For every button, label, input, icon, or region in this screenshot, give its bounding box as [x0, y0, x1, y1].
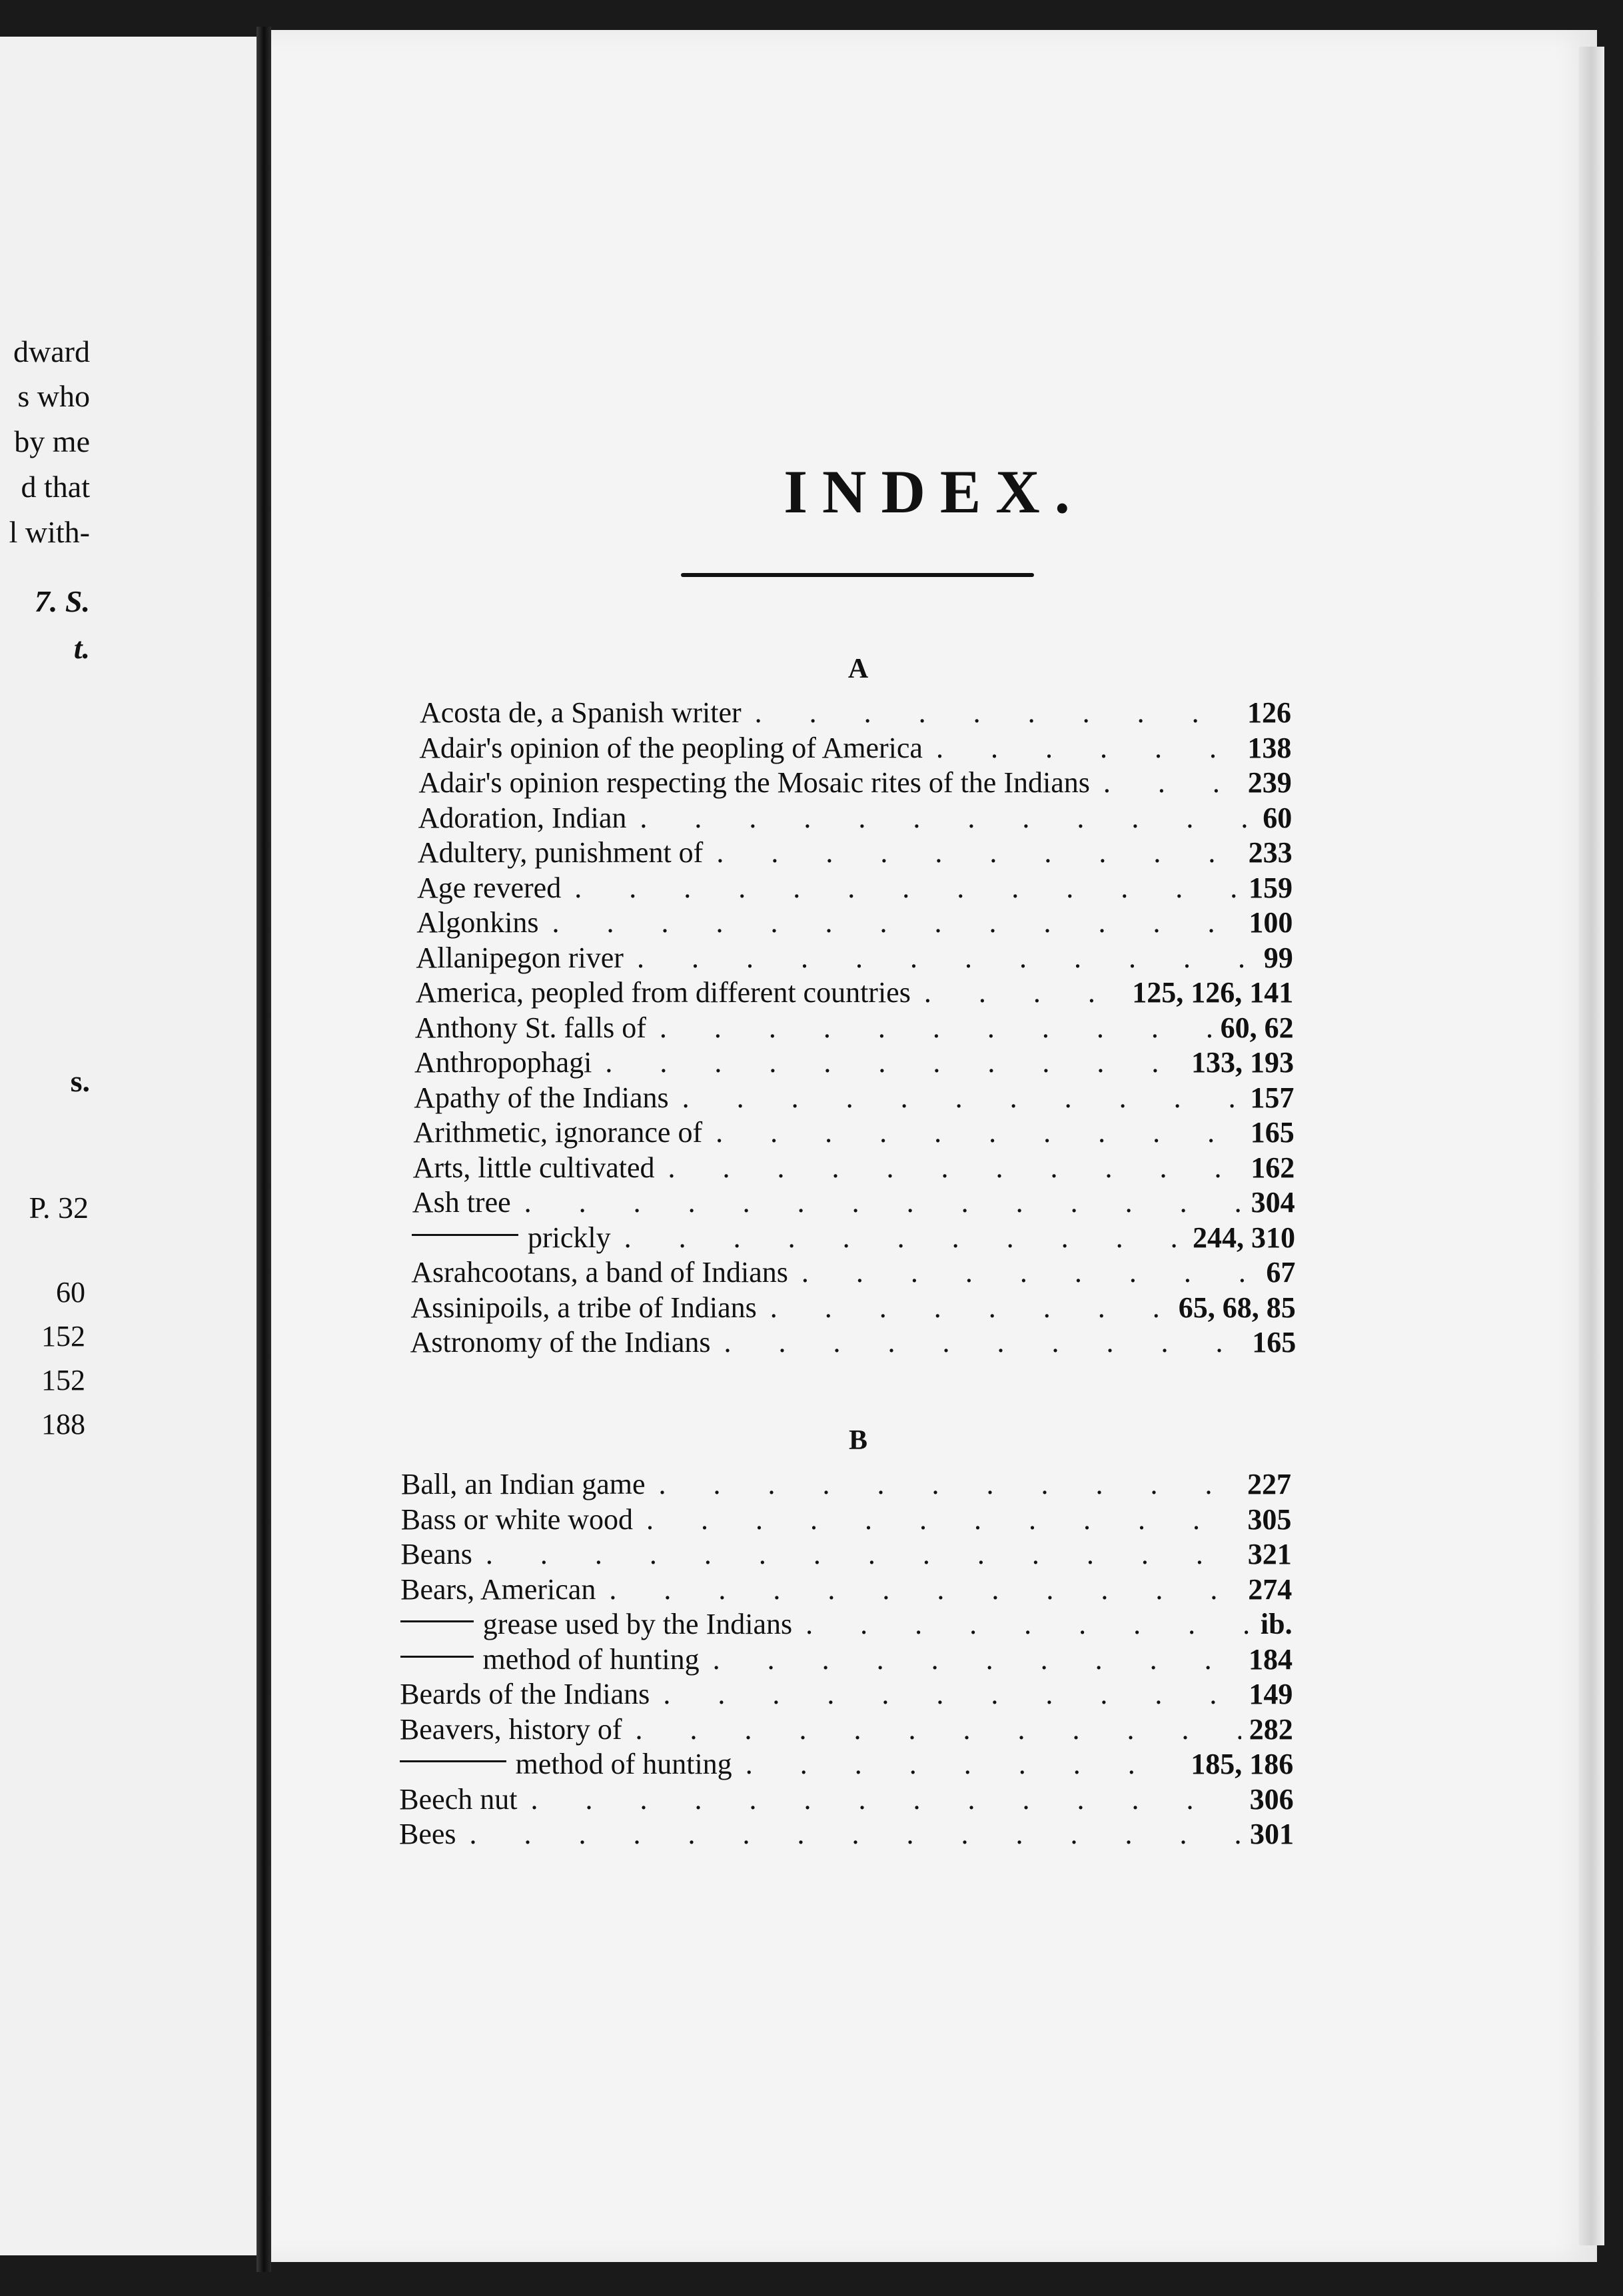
- index-pages: 159: [1249, 871, 1293, 904]
- left-page-fragment: s.: [70, 1064, 90, 1098]
- left-page-fragment: d that: [21, 470, 90, 504]
- leader-dots: [732, 1750, 1183, 1779]
- ditto-dash: [400, 1620, 474, 1622]
- leader-dots: [655, 1153, 1243, 1183]
- index-entry: [418, 768, 1291, 803]
- index-pages: 306: [1249, 1782, 1294, 1816]
- index-term-text: Acosta de, a Spanish writer: [420, 696, 742, 729]
- left-page-fragment: s who: [17, 379, 90, 413]
- index-term: [416, 978, 911, 1007]
- index-pages: 321: [1247, 1538, 1292, 1570]
- leader-dots: [650, 1680, 1241, 1709]
- index-entry: [420, 698, 1291, 733]
- index-term-text: Beans: [400, 1538, 472, 1570]
- index-term-text: method of hunting: [482, 1642, 700, 1676]
- section-letter: B: [848, 1425, 867, 1456]
- index-entry: [400, 1610, 1293, 1644]
- leader-dots: [911, 978, 1124, 1007]
- index-entry: [419, 731, 1292, 768]
- index-term: [418, 768, 1089, 798]
- index-term: [400, 1642, 700, 1676]
- left-page-number: 60: [56, 1276, 85, 1309]
- leader-dots: [592, 1048, 1183, 1077]
- leader-dots: [472, 1540, 1240, 1569]
- index-term: [413, 1118, 702, 1147]
- index-term: [417, 873, 561, 903]
- index-term: [410, 1328, 711, 1357]
- ditto-dash: [400, 1656, 474, 1658]
- index-term: [400, 1610, 792, 1639]
- index-term-text: Beards of the Indians: [400, 1678, 650, 1710]
- left-page-number: 152: [41, 1364, 85, 1397]
- leader-dots: [923, 734, 1239, 763]
- index-pages: 65, 68, 85: [1178, 1291, 1296, 1324]
- left-page-fragment: l with-: [9, 515, 90, 549]
- ditto-dash: [412, 1234, 518, 1236]
- index-term: [415, 1013, 646, 1043]
- index-pages: 126: [1247, 696, 1291, 729]
- index-pages: 184: [1249, 1642, 1293, 1676]
- leader-dots: [633, 1505, 1239, 1534]
- index-term-text: Assinipoils, a tribe of Indians: [410, 1291, 757, 1324]
- index-pages: 162: [1251, 1151, 1295, 1184]
- index-entry: [399, 1712, 1293, 1750]
- index-entry: [412, 1188, 1295, 1223]
- index-term: [413, 1153, 655, 1183]
- index-pages: 138: [1247, 731, 1292, 764]
- index-entry: [401, 1470, 1291, 1504]
- index-entry: [418, 838, 1293, 873]
- index-pages: 60: [1263, 801, 1293, 834]
- index-term-text: Algonkins: [416, 906, 539, 939]
- leader-dots: [703, 838, 1240, 867]
- leader-dots: [596, 1575, 1240, 1604]
- index-pages: 301: [1250, 1818, 1294, 1850]
- index-term-text: Ash tree: [412, 1186, 511, 1219]
- index-pages: 165: [1250, 1116, 1295, 1149]
- leader-dots: [700, 1645, 1241, 1674]
- leader-dots: [561, 873, 1241, 903]
- index-pages: 60, 62: [1220, 1011, 1294, 1044]
- index-term: [418, 838, 704, 867]
- index-pages: 239: [1247, 766, 1292, 799]
- index-term-text: prickly: [528, 1221, 611, 1254]
- index-term-text: Beavers, history of: [399, 1712, 622, 1746]
- index-term-text: Allanipegon river: [416, 941, 624, 974]
- index-term-text: Beech nut: [399, 1782, 518, 1816]
- left-page-number: 152: [41, 1320, 85, 1353]
- index-pages: 149: [1249, 1678, 1293, 1710]
- index-term: [400, 1502, 633, 1536]
- index-term: [416, 908, 538, 937]
- section-letter: A: [847, 654, 869, 684]
- index-term: [399, 1712, 622, 1746]
- index-entry: [413, 1118, 1294, 1153]
- index-pages: 185, 186: [1191, 1748, 1294, 1780]
- index-entry: [400, 1540, 1291, 1574]
- leader-dots: [646, 1013, 1213, 1043]
- index-list: [271, 30, 1597, 2262]
- leader-dots: [611, 1223, 1185, 1253]
- index-term-text: Adair's opinion respecting the Mosaic rites of the Indians: [418, 766, 1090, 799]
- index-term: [412, 1188, 511, 1217]
- index-term-text: Adoration, Indian: [418, 801, 627, 834]
- index-term: [414, 1048, 592, 1077]
- leader-dots: [646, 1470, 1239, 1499]
- index-entry: [416, 978, 1294, 1013]
- index-term-text: Anthropophagi: [414, 1046, 592, 1079]
- index-pages: 133, 193: [1191, 1046, 1294, 1079]
- index-term-text: grease used by the Indians: [482, 1608, 793, 1640]
- leader-dots: [711, 1328, 1245, 1357]
- leader-dots: [702, 1118, 1243, 1147]
- index-term-text: Bass or white wood: [400, 1502, 633, 1536]
- index-term-text: Adultery, punishment of: [417, 836, 704, 869]
- index-entry: [400, 1750, 1294, 1784]
- index-term: [419, 731, 923, 764]
- leader-dots: [742, 698, 1239, 728]
- index-entry: [400, 1642, 1293, 1680]
- index-entry: [410, 1293, 1295, 1328]
- index-term: [400, 1680, 650, 1709]
- index-term: [400, 1540, 472, 1569]
- index-pages: 227: [1247, 1468, 1291, 1500]
- index-entry: [411, 1258, 1295, 1293]
- index-term-text: Astronomy of the Indians: [410, 1326, 711, 1359]
- index-term: [400, 1750, 732, 1779]
- leader-dots: [456, 1820, 1242, 1849]
- left-page-number: 188: [41, 1408, 85, 1440]
- index-pages: 125, 126, 141: [1132, 976, 1294, 1009]
- index-term: [400, 1572, 596, 1606]
- leader-dots: [788, 1258, 1258, 1287]
- index-entry: [414, 1083, 1294, 1118]
- index-term-text: Bees: [399, 1818, 456, 1850]
- index-pages: 304: [1251, 1186, 1295, 1219]
- index-term-text: Adair's opinion of the peopling of America: [419, 731, 923, 764]
- index-entry: [415, 1013, 1294, 1048]
- index-term-text: method of hunting: [515, 1748, 732, 1780]
- index-term: [399, 1782, 518, 1816]
- left-page-fragment: dward: [13, 334, 90, 368]
- index-entry: [417, 873, 1293, 908]
- index-entry: [413, 1153, 1295, 1188]
- index-pages: ib.: [1260, 1608, 1293, 1640]
- index-entry: [410, 1328, 1297, 1363]
- index-term-text: Asrahcootans, a band of Indians: [411, 1256, 788, 1289]
- index-term: [410, 1293, 756, 1323]
- index-entry: [416, 943, 1293, 978]
- index-term-text: Arithmetic, ignorance of: [413, 1116, 703, 1149]
- leader-dots: [517, 1785, 1241, 1814]
- book-gutter: [257, 27, 271, 2272]
- index-entry: [414, 1048, 1294, 1083]
- index-entry: [399, 1820, 1294, 1854]
- left-page-fragment: P. 32: [29, 1191, 89, 1225]
- leader-dots: [626, 804, 1255, 833]
- index-page: [271, 30, 1597, 2262]
- index-entry: [416, 908, 1293, 943]
- index-entry: [400, 1680, 1293, 1714]
- index-term-text: Apathy of the Indians: [414, 1081, 669, 1114]
- index-pages: 282: [1249, 1712, 1293, 1746]
- index-term: [401, 1470, 646, 1499]
- left-page-fragment: t.: [73, 631, 90, 665]
- leader-dots: [511, 1188, 1243, 1217]
- index-pages: 99: [1263, 941, 1293, 974]
- index-term-text: Bears, American: [400, 1572, 596, 1606]
- index-term: [418, 801, 627, 834]
- index-entry: [418, 801, 1293, 838]
- index-term-text: Arts, little cultivated: [412, 1151, 655, 1184]
- left-page-fragment: 7. S.: [34, 584, 90, 618]
- index-term: [414, 1083, 668, 1113]
- index-term: [411, 1258, 788, 1287]
- page-edges: [1579, 47, 1604, 2245]
- leader-dots: [624, 943, 1256, 973]
- index-pages: 233: [1248, 836, 1293, 869]
- index-entry: [400, 1572, 1293, 1610]
- leader-dots: [757, 1293, 1171, 1323]
- index-term-text: Anthony St. falls of: [414, 1011, 646, 1044]
- index-pages: 305: [1247, 1502, 1292, 1536]
- index-entry: [412, 1223, 1295, 1258]
- ditto-dash: [400, 1760, 506, 1762]
- index-pages: 165: [1252, 1326, 1297, 1359]
- index-pages: 274: [1248, 1572, 1293, 1606]
- index-pages: 100: [1249, 906, 1293, 939]
- leader-dots: [1090, 768, 1240, 798]
- leader-dots: [669, 1083, 1243, 1113]
- page-title: INDEX.: [784, 458, 1085, 526]
- index-term-text: Age revered: [417, 871, 562, 904]
- index-term: [416, 943, 624, 973]
- leader-dots: [792, 1610, 1253, 1639]
- left-page-fragment: by me: [14, 424, 90, 458]
- index-pages: 244, 310: [1193, 1221, 1295, 1254]
- index-pages: 67: [1266, 1256, 1296, 1289]
- index-entry: [400, 1502, 1292, 1540]
- index-entry: [399, 1782, 1294, 1820]
- index-term: [399, 1820, 456, 1849]
- index-term: [412, 1223, 611, 1253]
- index-pages: 157: [1250, 1081, 1295, 1114]
- leader-dots: [622, 1715, 1241, 1744]
- left-page: [0, 37, 257, 2255]
- index-term-text: Ball, an Indian game: [401, 1468, 646, 1500]
- leader-dots: [539, 908, 1241, 937]
- index-term-text: America, peopled from different countries: [415, 976, 911, 1009]
- index-term: [420, 698, 742, 728]
